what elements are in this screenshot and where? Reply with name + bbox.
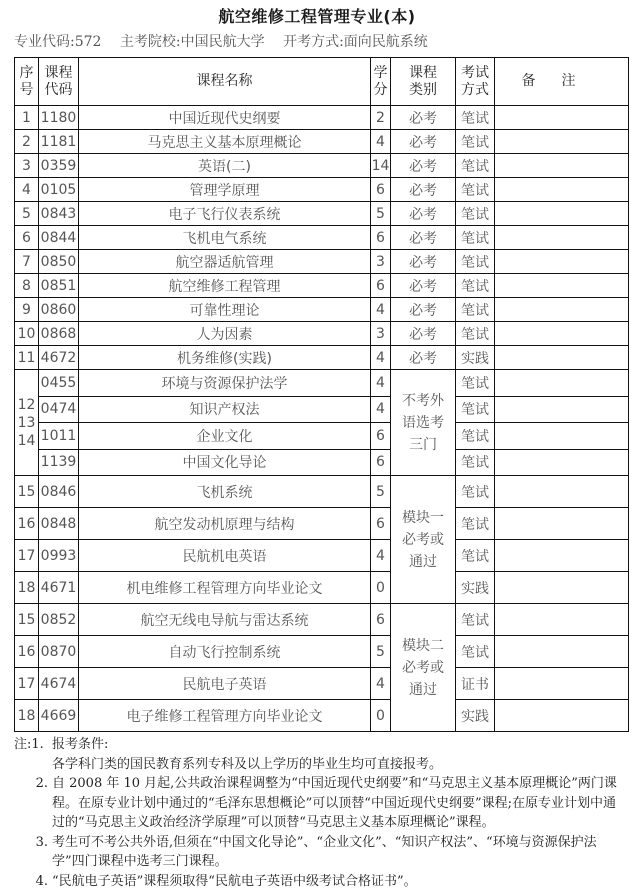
exam-method-cell: 笔试 — [456, 370, 495, 397]
header-row — [15, 58, 629, 106]
exam-method-cell: 笔试 — [456, 476, 495, 508]
course-name-cell: 电子维修工程管理方向毕业论文 — [79, 700, 371, 732]
remark-cell — [495, 346, 629, 370]
remark-cell — [495, 370, 629, 397]
exam-mode: 开考方式:面向民航系统 — [283, 34, 428, 50]
course-type-cell: 必考 — [391, 250, 456, 274]
seq-cell: 11 — [15, 346, 39, 370]
seq-cell: 6 — [15, 226, 39, 250]
course-name-cell: 电子飞行仪表系统 — [79, 202, 371, 226]
table-row — [15, 250, 629, 274]
seq-cell: 8 — [15, 274, 39, 298]
table-row — [15, 274, 629, 298]
table-row — [15, 106, 629, 130]
table-row — [15, 668, 629, 700]
remark-cell — [495, 540, 629, 572]
exam-method-cell: 笔试 — [456, 396, 495, 423]
course-type-cell: 必考 — [391, 178, 456, 202]
note-label: 3. — [14, 833, 52, 872]
credit-cell: 3 — [371, 322, 391, 346]
credit-cell: 5 — [371, 476, 391, 508]
seq-cell: 2 — [15, 130, 39, 154]
remark-cell — [495, 396, 629, 423]
remark-cell — [495, 250, 629, 274]
course-type-cell: 必考 — [391, 322, 456, 346]
seq-cell: 1 — [15, 106, 39, 130]
course-code-cell: 1011 — [39, 423, 79, 450]
course-code-cell: 0846 — [39, 476, 79, 508]
course-name-cell: 中国近现代史纲要 — [79, 106, 371, 130]
note-item — [14, 872, 628, 891]
major-code: 专业代码:572 — [14, 34, 101, 50]
seq-cell: 17 — [15, 668, 39, 700]
course-name-cell: 航空维修工程管理 — [79, 274, 371, 298]
header-credit: 学 分 — [371, 58, 391, 106]
remark-cell — [495, 202, 629, 226]
exam-method-cell: 笔试 — [456, 178, 495, 202]
course-plan-table — [14, 57, 629, 732]
credit-cell: 6 — [371, 423, 391, 450]
exam-method-cell: 笔试 — [456, 604, 495, 636]
note-label: 注:1. — [14, 735, 52, 774]
remark-cell — [495, 604, 629, 636]
remark-cell — [495, 476, 629, 508]
seq-cell: 18 — [15, 572, 39, 604]
credit-cell: 6 — [371, 226, 391, 250]
remark-cell — [495, 298, 629, 322]
table-row — [15, 449, 629, 476]
course-code-cell: 1181 — [39, 130, 79, 154]
header-name: 课程名称 — [79, 58, 371, 106]
remark-cell — [495, 668, 629, 700]
course-code-cell: 4672 — [39, 346, 79, 370]
course-name-cell: 知识产权法 — [79, 396, 371, 423]
exam-method-cell: 笔试 — [456, 322, 495, 346]
exam-method-cell: 笔试 — [456, 226, 495, 250]
course-name-cell: 航空器适航管理 — [79, 250, 371, 274]
note-text: 自 2008 年 10 月起,公共政治课程调整为“中国近现代史纲要”和“马克思主义基本原理概论”两门课程。在原专业计划中通过的“毛泽东思想概论”可以顶替“中国近现代史纲要”课程;在原专业计划中通过的“马克思主义政治经济学原理”可以顶替“马克思主义基本原理概论”课程。 — [52, 774, 628, 833]
page-title: 航空维修工程管理专业(本) — [0, 4, 634, 27]
exam-method-cell: 实践 — [456, 572, 495, 604]
course-name-cell: 管理学原理 — [79, 178, 371, 202]
exam-method-cell: 笔试 — [456, 154, 495, 178]
table-row — [15, 700, 629, 732]
course-code-cell: 4669 — [39, 700, 79, 732]
credit-cell: 0 — [371, 700, 391, 732]
table-row — [15, 298, 629, 322]
course-name-cell: 马克思主义基本原理概论 — [79, 130, 371, 154]
exam-method-cell: 笔试 — [456, 298, 495, 322]
course-name-cell: 航空发动机原理与结构 — [79, 508, 371, 540]
credit-cell: 4 — [371, 668, 391, 700]
credit-cell: 4 — [371, 346, 391, 370]
remark-cell — [495, 508, 629, 540]
course-name-cell: 人为因素 — [79, 322, 371, 346]
credit-cell: 0 — [371, 572, 391, 604]
exam-method-cell: 笔试 — [456, 274, 495, 298]
course-code-cell: 0868 — [39, 322, 79, 346]
table-row — [15, 130, 629, 154]
exam-method-cell: 笔试 — [456, 202, 495, 226]
table-row — [15, 636, 629, 668]
course-code-cell: 0852 — [39, 604, 79, 636]
credit-cell: 3 — [371, 250, 391, 274]
credit-cell: 4 — [371, 298, 391, 322]
seq-cell: 10 — [15, 322, 39, 346]
course-code-cell: 1139 — [39, 449, 79, 476]
course-type-cell: 必考 — [391, 106, 456, 130]
credit-cell: 6 — [371, 274, 391, 298]
table-row — [15, 154, 629, 178]
host-school: 主考院校:中国民航大学 — [120, 34, 265, 50]
credit-cell: 14 — [371, 154, 391, 178]
remark-cell — [495, 423, 629, 450]
table-row — [15, 423, 629, 450]
course-type-cell: 必考 — [391, 154, 456, 178]
course-name-cell: 民航机电英语 — [79, 540, 371, 572]
seq-cell: 3 — [15, 154, 39, 178]
exam-method-cell: 笔试 — [456, 540, 495, 572]
course-code-cell: 0848 — [39, 508, 79, 540]
seq-cell: 5 — [15, 202, 39, 226]
note-label: 4. — [14, 872, 52, 891]
course-code-cell: 0850 — [39, 250, 79, 274]
table-row — [15, 322, 629, 346]
course-code-cell: 0359 — [39, 154, 79, 178]
seq-group-cell: 12 13 14 — [15, 370, 39, 476]
seq-cell: 16 — [15, 508, 39, 540]
credit-cell: 5 — [371, 636, 391, 668]
course-code-cell: 4674 — [39, 668, 79, 700]
course-type-cell: 必考 — [391, 346, 456, 370]
course-code-cell: 0105 — [39, 178, 79, 202]
notes-section — [14, 735, 628, 891]
exam-method-cell: 笔试 — [456, 106, 495, 130]
seq-cell: 15 — [15, 604, 39, 636]
note-text: “民航电子英语”课程须取得“民航电子英语中级考试合格证书”。 — [52, 872, 628, 891]
course-name-cell: 企业文化 — [79, 423, 371, 450]
exam-method-cell: 实践 — [456, 346, 495, 370]
course-code-cell: 0455 — [39, 370, 79, 397]
course-name-cell: 可靠性理论 — [79, 298, 371, 322]
table-row — [15, 396, 629, 423]
course-name-cell: 航空无线电导航与雷达系统 — [79, 604, 371, 636]
course-name-cell: 中国文化导论 — [79, 449, 371, 476]
course-name-cell: 英语(二) — [79, 154, 371, 178]
course-code-cell: 0860 — [39, 298, 79, 322]
table-row — [15, 476, 629, 508]
credit-cell: 4 — [371, 130, 391, 154]
major-meta — [14, 31, 442, 51]
remark-cell — [495, 322, 629, 346]
table-row — [15, 604, 629, 636]
table-row — [15, 178, 629, 202]
seq-cell: 16 — [15, 636, 39, 668]
course-code-cell: 0844 — [39, 226, 79, 250]
seq-cell: 7 — [15, 250, 39, 274]
credit-cell: 6 — [371, 604, 391, 636]
credit-cell: 6 — [371, 508, 391, 540]
seq-cell: 15 — [15, 476, 39, 508]
course-type-cell: 必考 — [391, 274, 456, 298]
module2-type-cell: 模块二 必考或 通过 — [391, 604, 456, 732]
credit-cell: 4 — [371, 540, 391, 572]
credit-cell: 2 — [371, 106, 391, 130]
exam-method-cell: 证书 — [456, 668, 495, 700]
course-code-cell: 4671 — [39, 572, 79, 604]
table-row — [15, 540, 629, 572]
course-name-cell: 飞机电气系统 — [79, 226, 371, 250]
header-seq: 序 号 — [15, 58, 39, 106]
remark-cell — [495, 700, 629, 732]
course-type-cell: 必考 — [391, 226, 456, 250]
note-item — [14, 774, 628, 833]
note-label: 2. — [14, 774, 52, 833]
exam-method-cell: 笔试 — [456, 449, 495, 476]
note-text: 报考条件: 各学科门类的国民教育系列专科及以上学历的毕业生均可直接报考。 — [52, 735, 628, 774]
header-code: 课程 代码 — [39, 58, 79, 106]
course-name-cell: 飞机系统 — [79, 476, 371, 508]
remark-cell — [495, 572, 629, 604]
note-text: 考生可不考公共外语,但须在“中国文化导论”、“企业文化”、“知识产权法”、“环境与资源保护法学”四门课程中选考三门课程。 — [52, 833, 628, 872]
credit-cell: 6 — [371, 449, 391, 476]
remark-cell — [495, 106, 629, 130]
seq-cell: 4 — [15, 178, 39, 202]
remark-cell — [495, 130, 629, 154]
remark-cell — [495, 274, 629, 298]
header-remark: 备注 — [495, 58, 629, 106]
module1-type-cell: 模块一 必考或 通过 — [391, 476, 456, 604]
course-name-cell: 环境与资源保护法学 — [79, 370, 371, 397]
table-row — [15, 346, 629, 370]
remark-cell — [495, 178, 629, 202]
course-code-cell: 0851 — [39, 274, 79, 298]
header-type: 课程 类别 — [391, 58, 456, 106]
course-code-cell: 0474 — [39, 396, 79, 423]
course-code-cell: 0870 — [39, 636, 79, 668]
course-name-cell: 民航电子英语 — [79, 668, 371, 700]
course-code-cell: 0843 — [39, 202, 79, 226]
exam-method-cell: 实践 — [456, 700, 495, 732]
remark-cell — [495, 154, 629, 178]
exam-method-cell: 笔试 — [456, 130, 495, 154]
table-row — [15, 508, 629, 540]
table-row — [15, 572, 629, 604]
seq-cell: 17 — [15, 540, 39, 572]
course-code-cell: 1180 — [39, 106, 79, 130]
course-type-cell: 必考 — [391, 130, 456, 154]
course-code-cell: 0993 — [39, 540, 79, 572]
course-type-cell: 必考 — [391, 298, 456, 322]
remark-cell — [495, 226, 629, 250]
credit-cell: 4 — [371, 396, 391, 423]
credit-cell: 5 — [371, 202, 391, 226]
credit-cell: 6 — [371, 178, 391, 202]
table-row — [15, 370, 629, 397]
note-item — [14, 735, 628, 774]
exam-method-cell: 笔试 — [456, 423, 495, 450]
course-type-group-cell: 不考外 语选考 三门 — [391, 370, 456, 476]
exam-method-cell: 笔试 — [456, 636, 495, 668]
course-type-cell: 必考 — [391, 202, 456, 226]
seq-cell: 9 — [15, 298, 39, 322]
exam-method-cell: 笔试 — [456, 508, 495, 540]
header-exam: 考试 方式 — [456, 58, 495, 106]
seq-cell: 18 — [15, 700, 39, 732]
remark-cell — [495, 636, 629, 668]
course-name-cell: 机电维修工程管理方向毕业论文 — [79, 572, 371, 604]
note-item — [14, 833, 628, 872]
table-row — [15, 226, 629, 250]
course-name-cell: 机务维修(实践) — [79, 346, 371, 370]
credit-cell: 4 — [371, 370, 391, 397]
remark-cell — [495, 449, 629, 476]
course-name-cell: 自动飞行控制系统 — [79, 636, 371, 668]
table-row — [15, 202, 629, 226]
exam-method-cell: 笔试 — [456, 250, 495, 274]
